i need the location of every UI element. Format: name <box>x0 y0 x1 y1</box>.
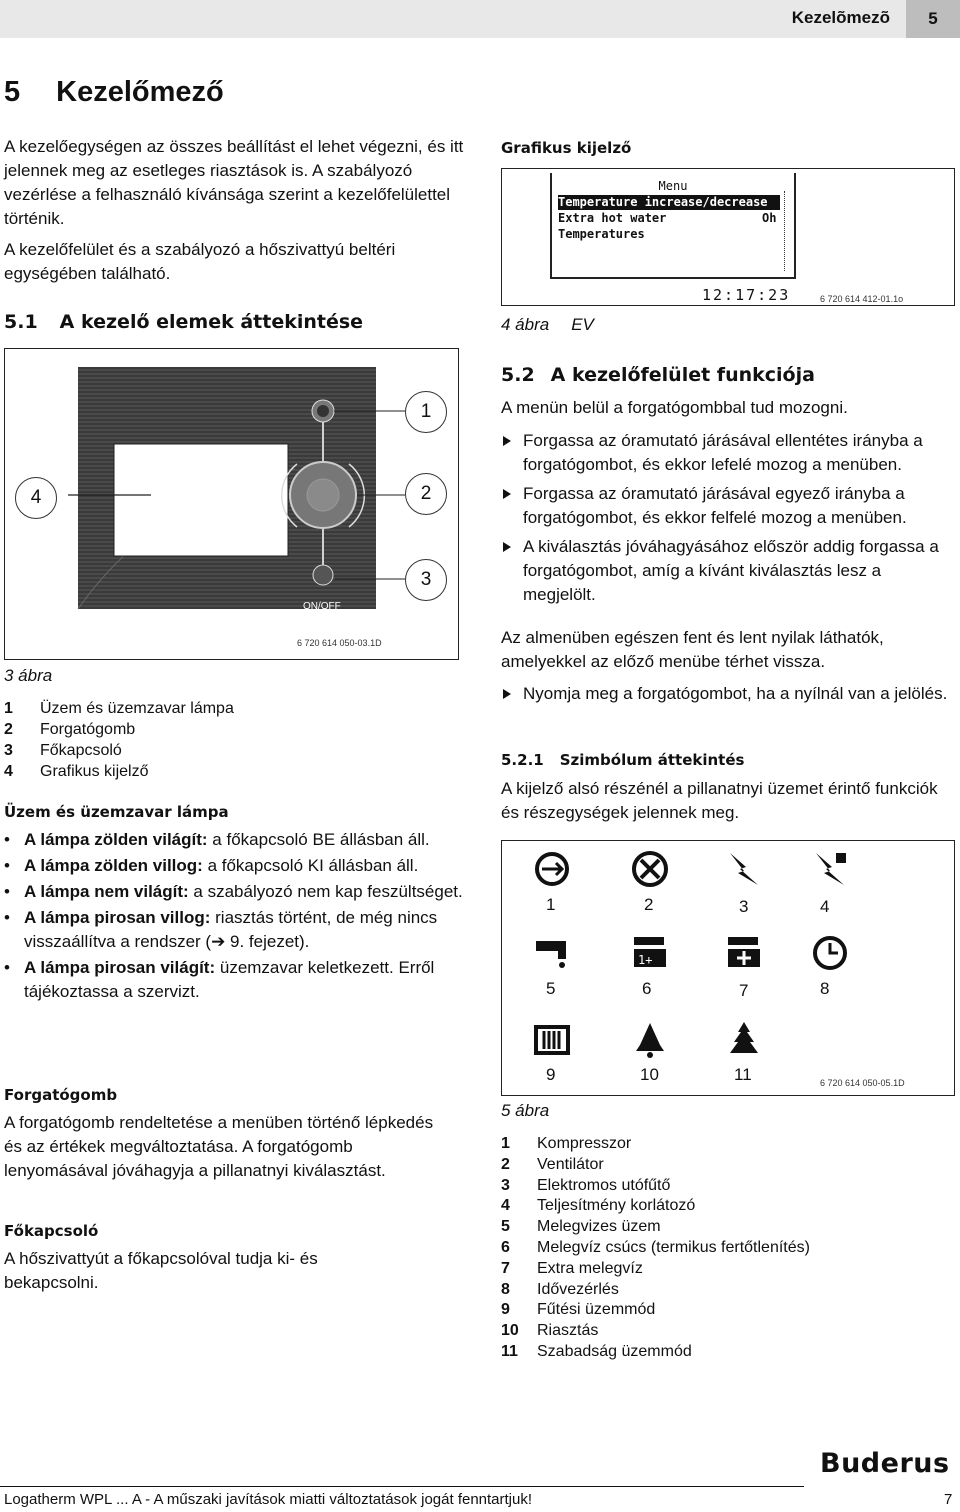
legend-item: 3 Főkapcsoló <box>4 742 122 759</box>
figure-3-legend <box>4 698 474 782</box>
power-limit-icon <box>810 849 850 889</box>
symbol-number: 4 <box>820 897 830 916</box>
fan-icon <box>630 849 670 889</box>
menu-row: Extra hot water <box>558 211 667 225</box>
section-number: 5.1 <box>4 311 38 333</box>
figure-4-caption: 4 ábra EV <box>501 315 594 334</box>
callout-4: 4 <box>15 477 57 519</box>
callout-3: 3 <box>405 559 447 601</box>
list-item: • A lámpa zölden világít: a főkapcsoló BE állásban áll. <box>2 828 472 852</box>
list-item: Nyomja meg a forgatógombot, ha a nyílnál van a jelölés. <box>501 682 955 706</box>
intro-paragraph-2: A kezelőfelület és a szabályozó a hőszivattyú beltéri egységében található. <box>4 240 396 283</box>
switch-paragraph: A hőszivattyút a főkapcsolóval tudja ki- és bekapcsolni. <box>4 1249 318 1292</box>
electric-heater-icon <box>724 849 764 889</box>
footer-divider <box>0 1486 804 1487</box>
chapter-heading-number: 5 <box>4 76 21 108</box>
list-item: • A lámpa pirosan világít: üzemzavar keletkezett. Erről tájékoztassa a szervizt. <box>2 956 472 1004</box>
knob-paragraph: A forgatógomb rendeltetése a menüben történő lépkedés és az értékek megváltoztatása. A forgatógomb lenyomásával jóváhagyja a pillanatnyi kiválasztást. <box>4 1113 434 1180</box>
figure-3-caption: 3 ábra <box>4 666 53 685</box>
section-5-1-heading <box>4 310 363 334</box>
legend-item: 2 Ventilátor <box>501 1155 604 1173</box>
extra-hot-water-icon <box>724 933 764 973</box>
section-5-2-heading: 5.2 A kezelőfelület funkciója <box>501 364 815 386</box>
menu-row-selected: Temperature increase/decrease <box>558 195 780 210</box>
lcd-screen <box>550 173 796 279</box>
holiday-icon <box>724 1019 764 1059</box>
legend-item: 8 Idővezérlés <box>501 1280 619 1298</box>
on-off-label: ON/OFF <box>303 601 341 612</box>
header-bar <box>0 0 960 38</box>
symbol-number: 1 <box>546 895 556 914</box>
display-heading: Grafikus kijelző <box>501 139 632 157</box>
symbol-number: 7 <box>739 981 749 1000</box>
list-item: • A lámpa nem világít: a szabályozó nem kap feszültséget. <box>2 880 472 904</box>
symbol-number: 2 <box>644 895 654 914</box>
list-item: A kiválasztás jóváhagyásához először addig forgassa a forgatógombot, amíg a kívánt kiválasztás lesz a megjelölt. <box>501 535 955 607</box>
legend-item: 10 Riasztás <box>501 1322 599 1340</box>
menu-title: Menu <box>658 179 688 193</box>
list-item: • A lámpa pirosan villog: riasztás történt, de még nincs visszaállítva a rendszer (➔ 9. fejezet). <box>2 906 472 954</box>
symbol-number: 8 <box>820 979 830 998</box>
legend-item: 4 Grafikus kijelző <box>4 763 149 780</box>
intro-paragraph-1: A kezelőegységen az összes beállítást el lehet végezni, és itt jelennek meg az esetleges riasztások is. A szabályozó vezérlése a felhasználó kívánsága szerint a kezelőfelülettel történik. <box>4 137 464 228</box>
legend-item: 6 Melegvíz csúcs (termikus fertőtlenítés) <box>501 1238 810 1256</box>
hot-water-icon <box>532 933 572 973</box>
chapter-heading-title: Kezelőmező <box>56 76 224 108</box>
legend-item: 9 Fűtési üzemmód <box>501 1301 656 1319</box>
section-5-2-1-heading: 5.2.1 Szimbólum áttekintés <box>501 751 745 769</box>
hot-water-peak-icon <box>630 933 670 973</box>
chapter-heading <box>4 76 474 108</box>
figure-3-reference: 6 720 614 050-03.1D <box>297 638 382 648</box>
lamp-heading: Üzem és üzemzavar lámpa <box>4 803 229 821</box>
arrows-instruction <box>501 682 955 711</box>
switch-heading: Főkapcsoló <box>4 1222 99 1240</box>
section-5-2-1-text: A kijelző alsó részénél a pillanatnyi üzemet érintő funkciók és részegységek jelennek meg. <box>501 779 938 822</box>
menu-row-value: Oh <box>762 211 777 225</box>
menu-row: Temperatures <box>558 227 645 241</box>
section-title: A kezelő elemek áttekintése <box>59 311 364 333</box>
symbol-number: 10 <box>640 1065 659 1084</box>
control-panel-figure <box>4 348 459 660</box>
footer-text: Logatherm WPL ... A - A műszaki javítások miatti változtatások jogát fenntartjuk! <box>4 1491 533 1508</box>
symbol-number: 3 <box>739 897 749 916</box>
symbols-figure <box>501 840 955 1096</box>
symbol-number: 6 <box>642 979 652 998</box>
brand-logo: Buderus <box>820 1448 950 1479</box>
callout-2: 2 <box>405 473 447 515</box>
legend-item: 11 Szabadság üzemmód <box>501 1342 692 1360</box>
legend-item: 3 Elektromos utófűtő <box>501 1176 671 1194</box>
svg-text:1+: 1+ <box>638 953 653 967</box>
clock-icon <box>810 933 850 973</box>
symbol-number: 9 <box>546 1065 556 1084</box>
rotation-instructions <box>501 429 955 612</box>
legend-item: 2 Forgatógomb <box>4 721 136 738</box>
figure-5-caption: 5 ábra <box>501 1101 550 1120</box>
list-item: Forgassa az óramutató járásával ellentétes irányba a forgatógombot, és ekkor lefelé mozog a menüben. <box>501 429 955 477</box>
symbol-number: 11 <box>734 1065 752 1084</box>
scrollbar <box>784 191 789 271</box>
legend-item: 1 Üzem és üzemzavar lámpa <box>4 700 234 717</box>
chapter-number: 5 <box>906 0 960 38</box>
chapter-title: Kezelõmezõ <box>791 8 890 27</box>
callout-1: 1 <box>405 391 447 433</box>
legend-item: 5 Melegvizes üzem <box>501 1218 661 1236</box>
display-figure <box>501 168 955 306</box>
lamp-list <box>2 828 472 1006</box>
list-item: Forgassa az óramutató járásával egyező irányba a forgatógombot, és ekkor felfelé mozog a menüben. <box>501 482 955 530</box>
compressor-icon <box>532 849 572 889</box>
control-panel-drawing <box>5 349 460 661</box>
knob-heading: Forgatógomb <box>4 1086 118 1104</box>
list-item: • A lámpa zölden villog: a főkapcsoló KI állásban áll. <box>2 854 472 878</box>
clock-readout: 12:17:23 <box>702 286 791 304</box>
figure-5-legend <box>501 1134 955 1363</box>
legend-item: 7 Extra melegvíz <box>501 1259 643 1277</box>
section-5-2-intro: A menün belül a forgatógombbal tud mozogni. <box>501 398 848 417</box>
heating-icon <box>532 1019 572 1059</box>
arrows-paragraph: Az almenüben egészen fent és lent nyilak láthatók, amelyekkel az előző menübe térhet vissza. <box>501 628 884 671</box>
figure-4-reference: 6 720 614 412-01.1o <box>820 294 904 304</box>
legend-item: 4 Teljesítmény korlátozó <box>501 1197 696 1215</box>
alarm-icon <box>630 1019 670 1059</box>
page-number: 7 <box>944 1491 953 1508</box>
legend-item: 1 Kompresszor <box>501 1135 632 1152</box>
figure-5-reference: 6 720 614 050-05.1D <box>820 1078 905 1088</box>
symbol-number: 5 <box>546 979 556 998</box>
